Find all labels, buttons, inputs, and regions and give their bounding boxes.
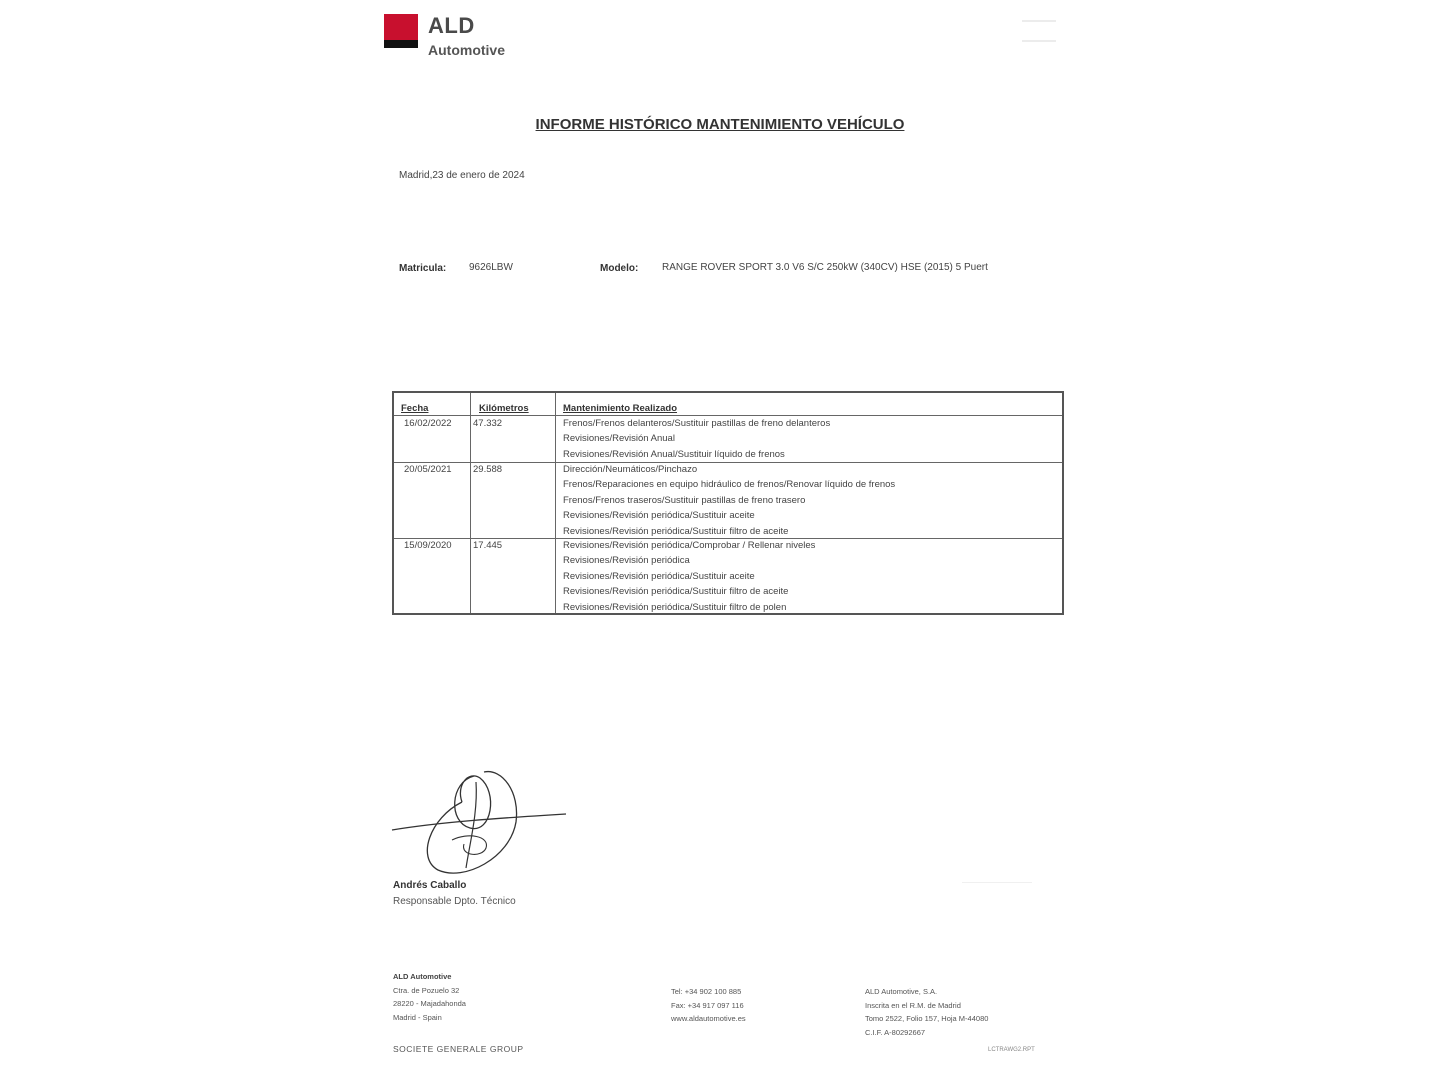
row-3-km: 17.445 [473,540,503,551]
footer-legal-line: ALD Automotive, S.A. [865,987,938,996]
footer-fax: Fax: +34 917 097 116 [671,1000,744,1010]
row-1-km: 47.332 [473,418,503,429]
row-1-item: Revisiones/Revisión Anual/Sustituir líquido de frenos [563,448,785,460]
row-1-item: Revisiones/Revisión Anual [563,433,675,445]
row-3-item: Revisiones/Revisión periódica/Sustituir filtro de aceite [563,586,789,598]
footer-website: www.aldautomotive.es [671,1014,746,1023]
signer-name: Andrés Caballo [393,880,467,891]
footer-legal-line: Tomo 2522, Folio 157, Hoja M-44080 [865,1014,989,1023]
faint-stamp-mark [1022,20,1056,42]
row-2-item: Frenos/Reparaciones en equipo hidráulico de frenos/Renovar líquido de frenos [563,479,896,491]
column-divider [470,393,471,613]
plate-label: Matricula: [399,263,447,274]
document-title: INFORME HISTÓRICO MANTENIMIENTO VEHÍCULO [535,116,905,133]
footer-contact-block [671,985,746,1026]
footer-legal-block [865,985,988,1039]
row-2-date: 20/05/2021 [404,464,452,475]
column-divider [555,393,556,613]
footer-phone: Tel: +34 902 100 885 [671,987,742,996]
signer-role: Responsable Dpto. Técnico [393,896,516,907]
row-3-item: Revisiones/Revisión periódica/Sustituir aceite [563,570,755,582]
ald-logo-icon [384,14,418,48]
row-3-date: 15/09/2020 [404,540,452,551]
row-2-item: Revisiones/Revisión periódica/Sustituir aceite [563,510,755,522]
logo-tagline: Automotive [428,42,505,58]
footer-address-line: 28220 - Majadahonda [393,999,466,1008]
row-3-item: Revisiones/Revisión periódica/Sustituir filtro de polen [563,601,787,613]
footer-address-line: Madrid - Spain [393,1012,442,1022]
logo-brand-name: ALD [428,13,475,38]
row-2-item: Frenos/Frenos traseros/Sustituir pastillas de freno trasero [563,494,806,506]
row-2-km: 29.588 [473,464,503,475]
footer-company: ALD Automotive [393,972,452,981]
header-kilometros: Kilómetros [479,403,529,414]
document-date: Madrid,23 de enero de 2024 [399,170,525,181]
row-1-item: Frenos/Frenos delanteros/Sustituir pastillas de freno delanteros [563,418,831,429]
row-3-item: Revisiones/Revisión periódica/Comprobar / Rellenar niveles [563,540,816,551]
header-mantenimiento: Mantenimiento Realizado [563,403,678,414]
handwritten-signature [390,762,570,878]
maintenance-table [392,391,1064,615]
model-value: RANGE ROVER SPORT 3.0 V6 S/C 250kW (340CV) HSE (2015) 5 Puert [662,262,988,273]
footer-address-line: Ctra. de Pozuelo 32 [393,985,460,995]
footer-group-name: SOCIETE GENERALE GROUP [393,1044,524,1054]
footer-address-block [393,970,466,1024]
row-2-item: Revisiones/Revisión periódica/Sustituir filtro de aceite [563,525,789,537]
faint-mark [962,882,1032,883]
footer-report-code: LCTRAWG2.RPT [988,1047,1035,1053]
plate-value: 9626LBW [469,262,513,273]
row-3-item: Revisiones/Revisión periódica [563,555,690,567]
row-1-date: 16/02/2022 [404,418,452,429]
footer-legal-line: Inscrita en el R.M. de Madrid [865,1000,961,1010]
row-2-item: Dirección/Neumáticos/Pinchazo [563,464,698,475]
header-fecha: Fecha [401,403,429,414]
footer-legal-line: C.I.F. A-80292667 [865,1027,926,1037]
model-label: Modelo: [600,263,639,274]
